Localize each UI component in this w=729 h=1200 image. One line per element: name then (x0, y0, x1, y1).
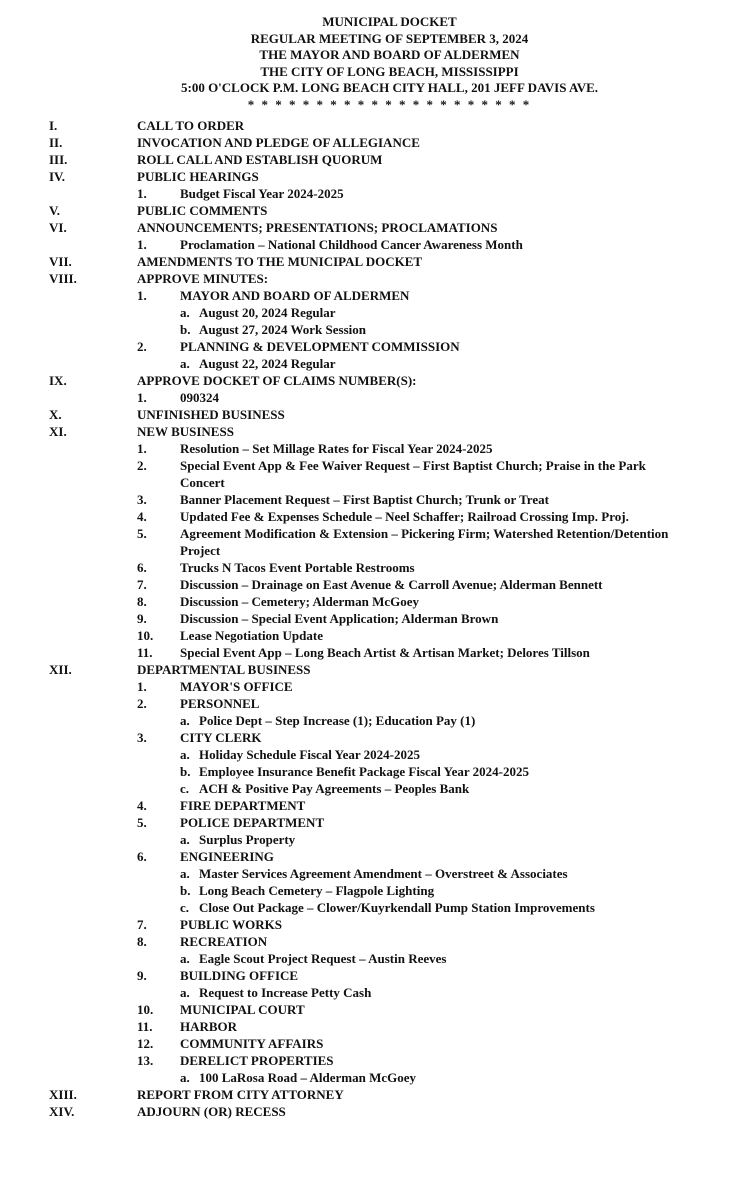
meeting-time-location: 5:00 O'CLOCK P.M. LONG BEACH CITY HALL, 201 JEFF DAVIS AVE. (180, 80, 599, 95)
agenda-subitem (0, 831, 729, 848)
item-number: XIII. (49, 1087, 77, 1102)
item-number: VIII. (49, 271, 77, 286)
item-text: FIRE DEPARTMENT (180, 798, 306, 813)
agenda-section (0, 117, 729, 134)
item-number: 1. (137, 186, 147, 201)
item-number: c. (180, 900, 190, 915)
meeting-name: REGULAR MEETING OF SEPTEMBER 3, 2024 (250, 30, 529, 46)
item-number: 1. (137, 679, 147, 694)
item-text: NEW BUSINESS (137, 424, 234, 439)
item-number: V. (49, 203, 60, 218)
item-number: 4. (137, 509, 147, 524)
agenda-item (0, 814, 729, 831)
item-number: 9. (137, 968, 147, 983)
agenda-section (0, 202, 729, 219)
agenda-item (0, 440, 729, 457)
item-number: VII. (49, 254, 72, 269)
agenda-item (0, 491, 729, 508)
item-number: XIV. (49, 1104, 75, 1119)
item-text: Employee Insurance Benefit Package Fiscal Year 2024-2025 (199, 764, 530, 779)
item-text: ROLL CALL AND ESTABLISH QUORUM (137, 152, 383, 167)
item-number: a. (180, 951, 190, 966)
agenda-section (0, 372, 729, 389)
item-number: 3. (137, 492, 147, 507)
item-text: Discussion – Drainage on East Avenue & Carroll Avenue; Alderman Bennett (180, 577, 603, 592)
item-number: a. (180, 747, 190, 762)
agenda-subitem (0, 882, 729, 899)
agenda-subitem (0, 950, 729, 967)
item-number: a. (180, 1070, 190, 1085)
item-text: UNFINISHED BUSINESS (137, 407, 285, 422)
item-number: 9. (137, 611, 147, 626)
star-divider: * * * * * * * * * * * * * * * * * * * * * (247, 96, 532, 112)
item-text: DEPARTMENTAL BUSINESS (137, 662, 311, 677)
agenda-item (0, 185, 729, 202)
item-number: 11. (137, 1019, 153, 1034)
item-text: INVOCATION AND PLEDGE OF ALLEGIANCE (137, 135, 420, 150)
item-text: Budget Fiscal Year 2024-2025 (180, 186, 344, 201)
item-text: MUNICIPAL COURT (180, 1002, 305, 1017)
governing-body: THE MAYOR AND BOARD OF ALDERMEN (259, 47, 520, 62)
item-number: XII. (49, 662, 72, 677)
item-text: HARBOR (180, 1019, 238, 1034)
item-number: XI. (49, 424, 67, 439)
item-number: 11. (137, 645, 153, 660)
agenda-item (0, 508, 729, 525)
item-text: Banner Placement Request – First Baptist Church; Trunk or Treat (180, 492, 549, 507)
item-text: Proclamation – National Childhood Cancer Awareness Month (180, 237, 523, 252)
agenda-subitem (0, 1069, 729, 1086)
item-number: a. (180, 866, 190, 881)
item-number: 3. (137, 730, 147, 745)
agenda-section (0, 423, 729, 440)
agenda-subitem (0, 984, 729, 1001)
agenda-item (0, 525, 729, 559)
item-text: Agreement Modification & Extension – Pickering Firm; Watershed Retention/Detention Project (180, 526, 669, 558)
item-number: a. (180, 985, 190, 1000)
item-text: PUBLIC COMMENTS (137, 203, 268, 218)
item-number: 13. (137, 1053, 154, 1068)
agenda-item (0, 1052, 729, 1069)
item-text: Eagle Scout Project Request – Austin Reeves (199, 951, 447, 966)
item-number: 2. (137, 696, 147, 711)
item-text: ADJOURN (OR) RECESS (137, 1104, 286, 1119)
agenda-item (0, 967, 729, 984)
agenda-item (0, 576, 729, 593)
agenda-subitem (0, 712, 729, 729)
item-text: Special Event App – Long Beach Artist & Artisan Market; Delores Tillson (180, 645, 590, 660)
city-name: THE CITY OF LONG BEACH, MISSISSIPPI (260, 63, 519, 79)
agenda-item (0, 729, 729, 746)
item-text: Request to Increase Petty Cash (199, 985, 372, 1000)
item-text: Master Services Agreement Amendment – Overstreet & Associates (199, 866, 568, 881)
docket-header (0, 0, 729, 113)
item-text: COMMUNITY AFFAIRS (180, 1036, 324, 1051)
item-text: AMENDMENTS TO THE MUNICIPAL DOCKET (137, 254, 423, 269)
agenda-item (0, 236, 729, 253)
agenda-subitem (0, 304, 729, 321)
item-number: VI. (49, 220, 67, 235)
item-number: IX. (49, 373, 67, 388)
agenda-item (0, 1018, 729, 1035)
item-number: 12. (137, 1036, 154, 1051)
docket-title: MUNICIPAL DOCKET (322, 14, 457, 29)
item-text: APPROVE MINUTES: (137, 271, 269, 286)
item-text: CALL TO ORDER (137, 118, 245, 133)
item-number: 6. (137, 849, 147, 864)
item-text: Police Dept – Step Increase (1); Education Pay (1) (199, 713, 476, 728)
agenda-item (0, 1001, 729, 1018)
item-number: a. (180, 713, 190, 728)
item-text: Surplus Property (199, 832, 296, 847)
agenda-subitem (0, 355, 729, 372)
agenda-section (0, 1103, 729, 1120)
agenda-section (0, 406, 729, 423)
agenda-item (0, 678, 729, 695)
item-number: 4. (137, 798, 147, 813)
agenda-item (0, 559, 729, 576)
agenda-section (0, 1086, 729, 1103)
agenda-subitem (0, 746, 729, 763)
item-text: ACH & Positive Pay Agreements – Peoples Bank (199, 781, 470, 796)
item-number: II. (49, 135, 63, 150)
agenda-item (0, 610, 729, 627)
agenda-item (0, 644, 729, 661)
item-number: 7. (137, 917, 147, 932)
item-text: PUBLIC WORKS (180, 917, 282, 932)
item-number: 1. (137, 237, 147, 252)
agenda-item (0, 457, 729, 491)
agenda-item (0, 695, 729, 712)
item-number: b. (180, 322, 191, 337)
item-text: ENGINEERING (180, 849, 274, 864)
agenda-item (0, 933, 729, 950)
item-number: a. (180, 305, 190, 320)
agenda-item (0, 338, 729, 355)
item-text: August 20, 2024 Regular (199, 305, 336, 320)
agenda-list (0, 117, 729, 1120)
item-number: a. (180, 832, 190, 847)
agenda-item (0, 797, 729, 814)
item-number: 8. (137, 594, 147, 609)
agenda-item (0, 916, 729, 933)
item-number: 6. (137, 560, 147, 575)
agenda-item (0, 593, 729, 610)
agenda-subitem (0, 780, 729, 797)
item-text: 090324 (180, 390, 219, 405)
item-text: Discussion – Special Event Application; Alderman Brown (180, 611, 499, 626)
agenda-item (0, 389, 729, 406)
item-number: I. (49, 118, 58, 133)
item-text: August 27, 2024 Work Session (199, 322, 366, 337)
item-number: 1. (137, 390, 147, 405)
item-text: Trucks N Tacos Event Portable Restrooms (180, 560, 415, 575)
item-text: ANNOUNCEMENTS; PRESENTATIONS; PROCLAMATIONS (137, 220, 498, 235)
item-number: 2. (137, 458, 147, 473)
item-text: 100 LaRosa Road – Alderman McGoey (199, 1070, 417, 1085)
agenda-section (0, 168, 729, 185)
item-text: Discussion – Cemetery; Alderman McGoey (180, 594, 420, 609)
agenda-section (0, 661, 729, 678)
agenda-item (0, 287, 729, 304)
item-text: POLICE DEPARTMENT (180, 815, 325, 830)
item-number: 2. (137, 339, 147, 354)
item-number: 8. (137, 934, 147, 949)
item-number: III. (49, 152, 68, 167)
item-number: 5. (137, 526, 147, 541)
agenda-section (0, 151, 729, 168)
agenda-item (0, 848, 729, 865)
agenda-subitem (0, 763, 729, 780)
item-number: X. (49, 407, 62, 422)
item-number: b. (180, 764, 191, 779)
item-text: Holiday Schedule Fiscal Year 2024-2025 (199, 747, 420, 762)
item-number: 5. (137, 815, 147, 830)
agenda-section (0, 270, 729, 287)
agenda-subitem (0, 865, 729, 882)
item-number: IV. (49, 169, 66, 184)
item-text: PLANNING & DEVELOPMENT COMMISSION (180, 339, 460, 354)
item-number: b. (180, 883, 191, 898)
item-text: Special Event App & Fee Waiver Request – First Baptist Church; Praise in the Park Concert (180, 458, 646, 490)
item-text: Close Out Package – Clower/Kuyrkendall Pump Station Improvements (199, 900, 595, 915)
agenda-subitem (0, 321, 729, 338)
item-text: RECREATION (180, 934, 268, 949)
item-number: 1. (137, 288, 147, 303)
item-text: CITY CLERK (180, 730, 262, 745)
item-number: 1. (137, 441, 147, 456)
agenda-subitem (0, 899, 729, 916)
item-number: 7. (137, 577, 147, 592)
item-text: BUILDING OFFICE (180, 968, 299, 983)
item-number: c. (180, 781, 190, 796)
agenda-section (0, 253, 729, 270)
item-text: Long Beach Cemetery – Flagpole Lighting (199, 883, 435, 898)
item-text: APPROVE DOCKET OF CLAIMS NUMBER(S): (137, 373, 417, 388)
item-text: Lease Negotiation Update (180, 628, 323, 643)
item-text: August 22, 2024 Regular (199, 356, 336, 371)
item-number: 10. (137, 628, 154, 643)
item-text: Updated Fee & Expenses Schedule – Neel Schaffer; Railroad Crossing Imp. Proj. (180, 509, 629, 524)
agenda-section (0, 134, 729, 151)
item-number: 10. (137, 1002, 154, 1017)
item-text: PUBLIC HEARINGS (137, 169, 259, 184)
item-text: MAYOR'S OFFICE (180, 679, 293, 694)
item-number: a. (180, 356, 190, 371)
item-text: Resolution – Set Millage Rates for Fiscal Year 2024-2025 (180, 441, 493, 456)
agenda-section (0, 219, 729, 236)
agenda-item (0, 627, 729, 644)
item-text: DERELICT PROPERTIES (180, 1053, 334, 1068)
item-text: REPORT FROM CITY ATTORNEY (137, 1087, 344, 1102)
agenda-item (0, 1035, 729, 1052)
item-text: MAYOR AND BOARD OF ALDERMEN (180, 288, 410, 303)
item-text: PERSONNEL (180, 696, 260, 711)
